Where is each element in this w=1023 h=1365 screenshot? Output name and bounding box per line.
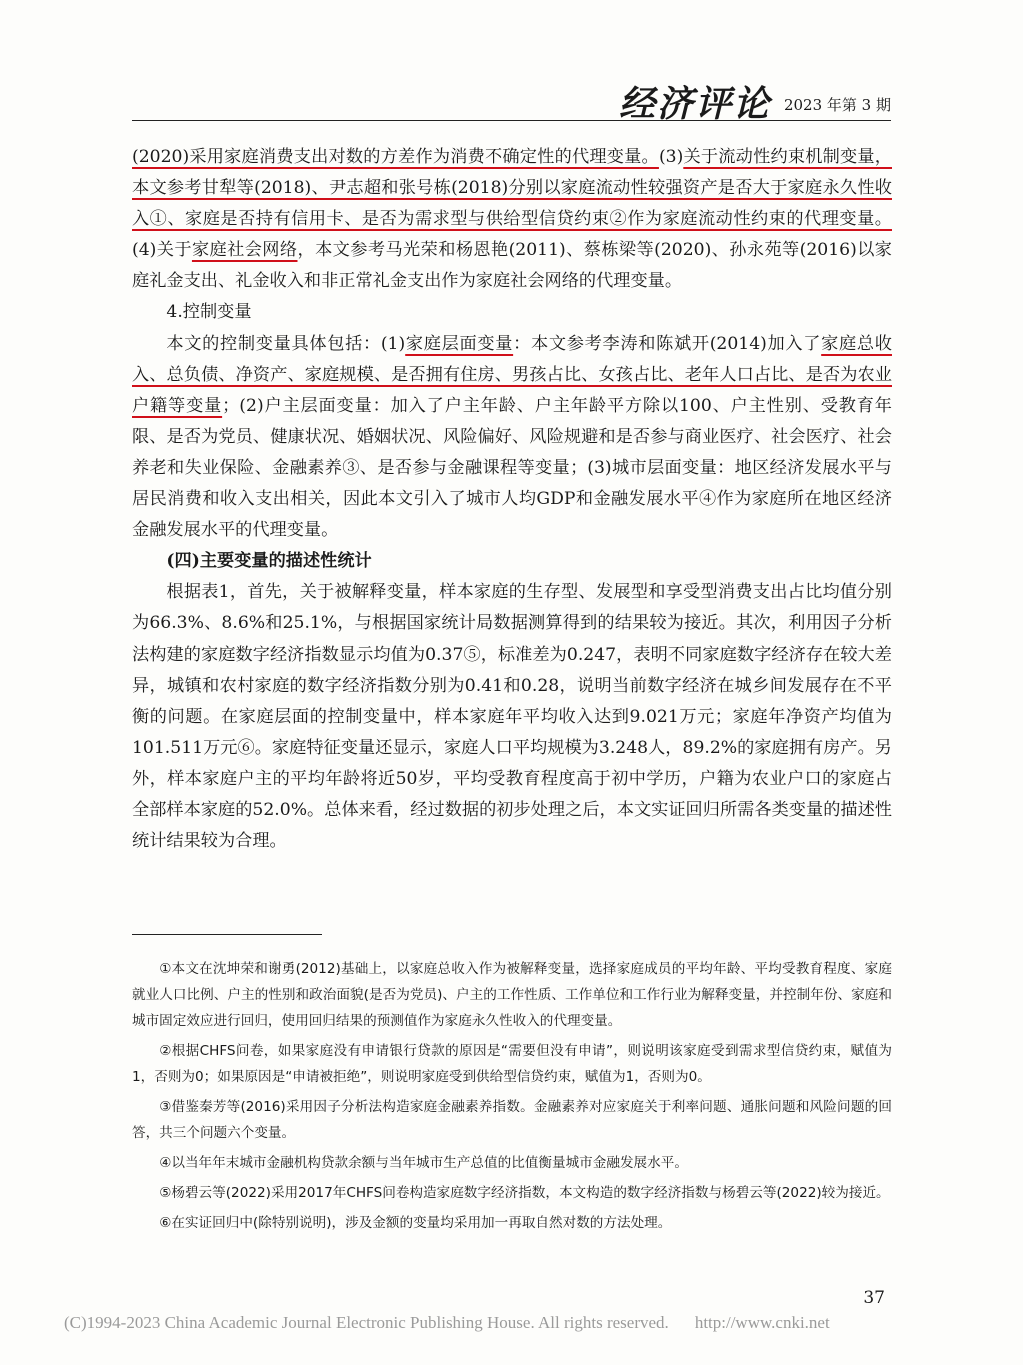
footnote: ③借鉴秦芳等(2016)采用因子分析法构造家庭金融素养指数。金融素养对应家庭关于利率问题、通胀问题和风险问题的回答，共三个问题六个变量。 [132,1099,892,1141]
underlined-text: 关于流动性约束机制变量，本文参考甘犁等(2018)、尹志超和张号栋(2018)分别以家庭流动性较强资产是否大于家庭永久性收入①、家庭是否持有信用卡、是否为需求型与供给型信贷约束②作为家庭流动性约束的代理变量。 [132,147,892,230]
cnki-link[interactable]: http://www.cnki.net [694,1313,830,1332]
issue-label: 2023 年第 3 期 [783,96,891,114]
text-span: ；(2)户主层面变量：加入了户主年龄、户主年龄平方除以100、户主性别、受教育年限、是否为党员、健康状况、婚姻状况、风险偏好、风险规避和是否参与商业医疗、社会医疗、社会养老和失业保险、金融素养③、是否参与金融课程等变量；(3)城市层面变量：地区经济发展水平与居民消费和收入支出相关，因此本文引入了城市人均GDP和金融发展水平④作为家庭所在地区经济金融发展水平的代理变量。 [132,395,892,541]
underlined-text: 家庭总收入、总负债、净资产、家庭规模、是否拥有住房、男孩占比、女孩占比、老年人口占比、是否为农业户籍等变量 [132,333,892,416]
footnote: ①本文在沈坤荣和谢勇(2012)基础上，以家庭总收入作为被解释变量，选择家庭成员的平均年龄、平均受教育程度、家庭就业人口比例、户主的性别和政治面貌(是否为党员)、户主的工作性质、工作单位和工作行业为解释变量，并控制年份、家庭和城市固定效应进行回归，使用回归结果的预测值作为家庭永久性收入的代理变量。 [132,961,892,1029]
footnote-divider [132,934,322,935]
journal-title: 经济评论 [618,83,771,125]
underlined-text: 家庭层面变量 [405,333,514,354]
text-span: ：本文参考李涛和陈斌开(2014)加入了 [513,333,822,354]
paragraph-control-variables [132,329,892,547]
text-span: ，本文参考马光荣和杨恩艳(2011)、蔡栋梁等(2020)、孙永苑等(2016)以家庭礼金支出、礼金收入和非正常礼金支出作为家庭社会网络的代理变量。 [132,240,892,292]
text-span: (3) [658,147,684,167]
page-number: 37 [863,1288,885,1308]
footnote: ④以当年年末城市金融机构贷款余额与当年城市生产总值的比值衡量城市金融发展水平。 [159,1155,688,1171]
copyright-text: (C)1994-2023 China Academic Journal Electronic Publishing House. All rights reserved. [64,1313,669,1332]
underlined-text: 家庭社会网络 [191,240,298,261]
footnotes [132,956,892,1240]
text-span: (4)关于 [132,240,192,261]
subsection-heading: (四)主要变量的描述性统计 [166,551,372,572]
footnote: ⑤杨碧云等(2022)采用2017年CHFS问卷构造家庭数字经济指数，本文构造的数字经济指数与杨碧云等(2022)较为接近。 [159,1185,890,1201]
footnote: ②根据CHFS问卷，如果家庭没有申请银行贷款的原因是“需要但没有申请”，则说明该家庭受到需求型信贷约束，赋值为1，否则为0；如果原因是“申请被拒绝”，则说明家庭受到供给型信贷约束，赋值为1，否则为0。 [132,1043,892,1085]
paragraph-mechanism-variables [132,142,892,297]
text-span: 本文的控制变量具体包括：(1) [166,333,406,354]
underlined-text: (2020)采用家庭消费支出对数的方差作为消费不确定性的代理变量。 [132,147,659,167]
page-header [132,76,891,125]
body-text [132,142,892,857]
section-heading-control-variables: 4.控制变量 [166,302,252,323]
paragraph-descriptive-stats: 根据表1，首先，关于被解释变量，样本家庭的生存型、发展型和享受型消费支出占比均值分别为66.3%、8.6%和25.1%，与根据国家统计局数据测算得到的结果较为接近。其次，利用因子分析法构建的家庭数字经济指数显示均值为0.37⑤，标准差为0.247，表明不同家庭数字经济存在较大差异，城镇和农村家庭的数字经济指数分别为0.41和0.28，说明当前数字经济在城乡间发展存在不平衡的问题。在家庭层面的控制变量中，样本家庭年平均收入达到9.021万元；家庭年净资产均值为101.511万元⑥。家庭特征变量还显示，家庭人口平均规模为3.248人，89.2%的家庭拥有房产。另外，样本家庭户主的平均年龄将近50岁，平均受教育程度高于初中学历，户籍为农业户口的家庭占全部样本家庭的52.0%。总体来看，经过数据的初步处理之后，本文实证回归所需各类变量的描述性统计结果较为合理。 [132,582,892,852]
footnote: ⑥在实证回归中(除特别说明)，涉及金额的变量均采用加一再取自然对数的方法处理。 [159,1215,672,1231]
copyright-footer [64,1313,830,1333]
